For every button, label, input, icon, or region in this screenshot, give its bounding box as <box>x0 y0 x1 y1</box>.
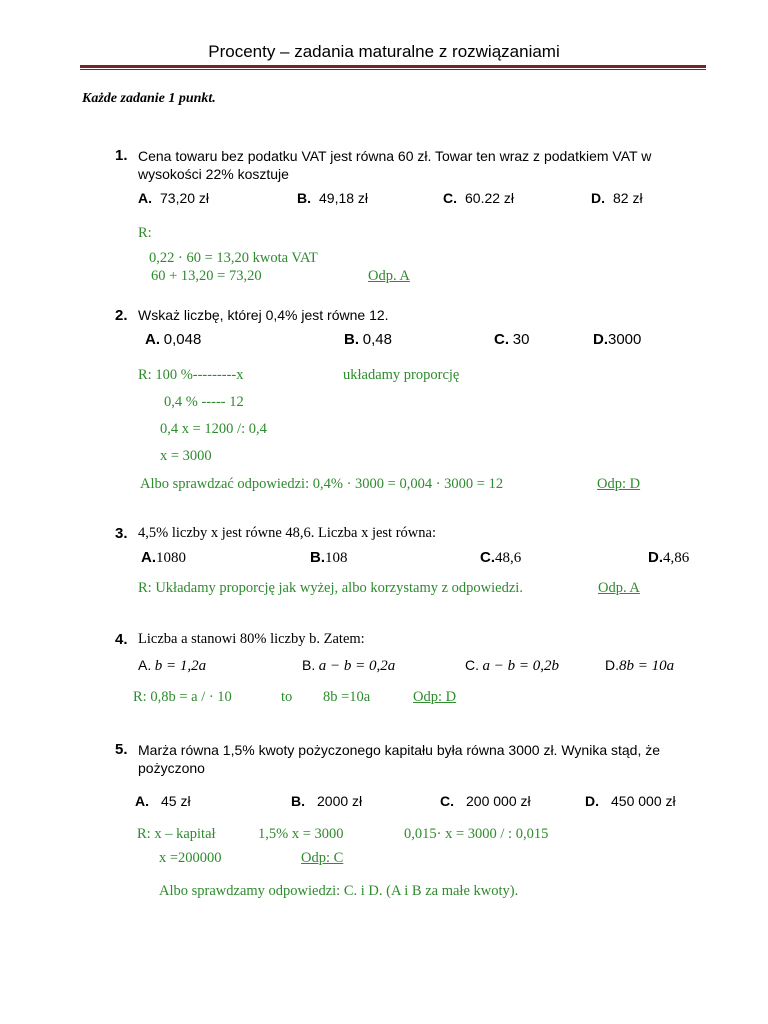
q1-solution-line2: 60 + 13,20 = 73,20 <box>151 268 262 284</box>
q3-option-b: B.108 <box>310 549 348 566</box>
q5-option-b: B. 2000 zł <box>291 793 363 809</box>
q5-option-d: D. 450 000 zł <box>585 793 676 809</box>
q2-answer: Odp: D <box>597 476 641 492</box>
q4-option-d: D.8b = 10a <box>605 657 675 674</box>
q5-solution-part-a: R: x – kapitał <box>137 826 216 842</box>
q3-solution: R: Układamy proporcję jak wyżej, albo korzystamy z odpowiedzi. <box>138 580 523 596</box>
q2-solution-line4: x = 3000 <box>160 448 212 464</box>
q4-solution-part2: 8b =10a <box>323 689 371 705</box>
intro-note: Każde zadanie 1 punkt. <box>82 91 216 106</box>
q2-option-b: B. 0,48 <box>344 331 392 348</box>
q2-solution-line2: 0,4 % ----- 12 <box>164 394 244 410</box>
q4-answer: Odp: D <box>413 689 457 705</box>
q2-text: Wskaż liczbę, której 0,4% jest równe 12. <box>138 307 389 323</box>
q5-solution-line2: x =200000 <box>159 850 222 866</box>
q5-answer: Odp: C <box>301 850 344 866</box>
q5-text-line1: Marża równa 1,5% kwoty pożyczonego kapitału była równa 3000 zł. Wynika stąd, że <box>138 742 661 758</box>
q2-solution-line1: R: 100 %---------x <box>138 367 244 383</box>
q4-text: Liczba a stanowi 80% liczby b. Zatem: <box>138 631 365 647</box>
q1-text-line1: Cena towaru bez podatku VAT jest równa 60 zł. Towar ten wraz z podatkiem VAT w <box>138 148 652 164</box>
q4-solution-part1: R: 0,8b = a / · 10 <box>133 689 232 705</box>
q4-option-b: B. a − b = 0,2a <box>302 657 396 674</box>
q1-text-line2: wysokości 22% kosztuje <box>138 166 289 182</box>
q1-answer: Odp. A <box>368 268 410 284</box>
q3-number: 3. <box>115 525 128 542</box>
q2-option-d: D.3000 <box>593 331 642 348</box>
q4-option-c: C. a − b = 0,2b <box>465 657 559 674</box>
header-divider-thin <box>80 69 706 70</box>
q3-answer: Odp. A <box>598 580 640 596</box>
header-divider <box>80 65 706 68</box>
q3-text: 4,5% liczby x jest równe 48,6. Liczba x jest równa: <box>138 525 436 541</box>
q1-option-c: C. 60.22 zł <box>443 190 515 206</box>
q5-solution-part-c: 0,015· x = 3000 / : 0,015 <box>404 826 549 842</box>
q1-number: 1. <box>115 147 128 164</box>
q5-text-line2: pożyczono <box>138 760 205 776</box>
q5-number: 5. <box>115 741 128 758</box>
q4-solution-to: to <box>281 689 293 705</box>
q3-option-d: D.4,86 <box>648 549 690 566</box>
q1-solution-label: R: <box>138 225 152 241</box>
q4-option-a: A. b = 1,2a <box>138 657 207 674</box>
q1-option-a: A. 73,20 zł <box>138 190 210 206</box>
q1-solution-line1: 0,22 · 60 = 13,20 kwota VAT <box>149 250 318 266</box>
q2-solution-line3: 0,4 x = 1200 /: 0,4 <box>160 421 267 437</box>
q2-option-c: C. 30 <box>494 331 530 348</box>
page-title: Procenty – zadania maturalne z rozwiązaniami <box>208 42 560 61</box>
q3-option-a: A.1080 <box>141 549 186 566</box>
q5-option-a: A. 45 zł <box>135 793 191 809</box>
q5-option-c: C. 200 000 zł <box>440 793 531 809</box>
q4-number: 4. <box>115 631 128 648</box>
q2-solution-note: układamy proporcję <box>343 367 460 383</box>
q1-option-b: B. 49,18 zł <box>297 190 369 206</box>
q5-solution-part-b: 1,5% x = 3000 <box>258 826 344 842</box>
q2-option-a: A. 0,048 <box>145 331 202 348</box>
q2-solution-check: Albo sprawdzać odpowiedzi: 0,4% · 3000 = 0,004 · 3000 = 12 <box>140 476 504 492</box>
q3-option-c: C.48,6 <box>480 549 522 566</box>
q1-option-d: D. 82 zł <box>591 190 643 206</box>
q2-number: 2. <box>115 307 128 324</box>
q5-solution-check: Albo sprawdzamy odpowiedzi: C. i D. (A i B za małe kwoty). <box>159 883 519 899</box>
